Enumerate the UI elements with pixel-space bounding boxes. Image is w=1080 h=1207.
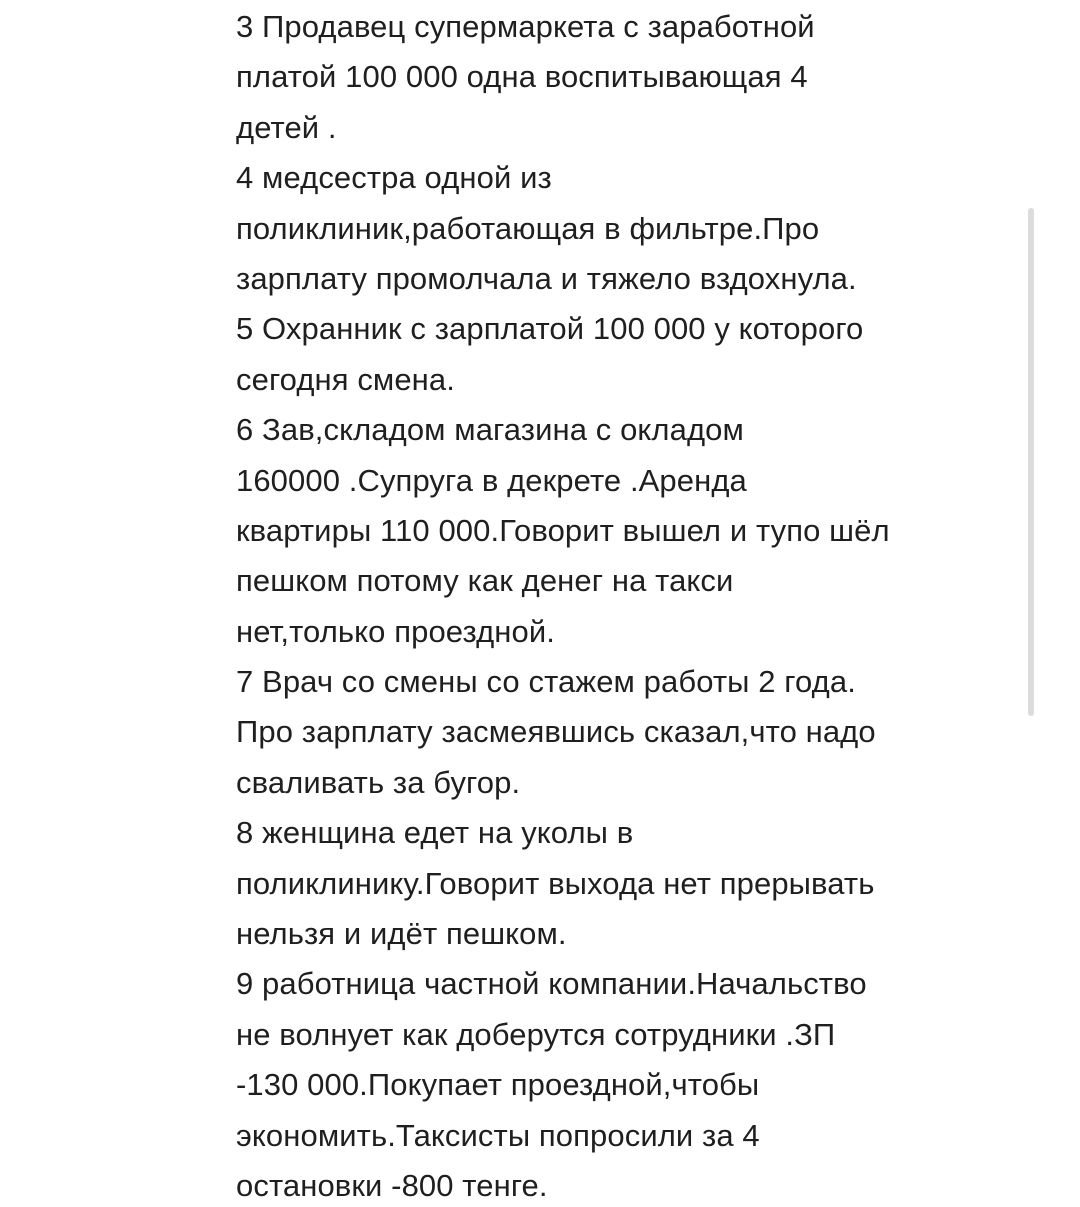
note-line: детей . (236, 109, 337, 145)
note-line: 9 работница частной компании.Начальство (236, 966, 867, 1002)
note-line: пешком потому как денег на такси (236, 563, 734, 599)
vertical-scrollbar[interactable] (1027, 208, 1035, 716)
note-line: 4 медсестра одной из (236, 160, 552, 196)
note-line: поликлиник,работающая в фильтре.Про (236, 210, 820, 246)
note-line: нет,только проездной. (236, 613, 555, 649)
note-line: 6 Зав,складом магазина с окладом (236, 412, 744, 448)
note-line: экономить.Таксисты попросили за 4 (236, 1117, 760, 1153)
note-line: платой 100 000 одна воспитывающая 4 (236, 59, 808, 95)
note-line: сегодня смена. (236, 361, 455, 397)
note-line: 5 Охранник с зарплатой 100 000 у которого (236, 311, 864, 347)
note-line: остановки -800 тенге. (236, 1167, 548, 1203)
note-line: квартиры 110 000.Говорит вышел и тупо шёл (236, 512, 890, 548)
note-line: поликлинику.Говорит выхода нет прерывать (236, 865, 875, 901)
note-line: нельзя и идёт пешком. (236, 916, 567, 952)
note-line: не волнует как доберутся сотрудники .ЗП (236, 1016, 836, 1052)
note-line: 8 женщина едет на уколы в (236, 815, 634, 851)
note-line: зарплату промолчала и тяжело вздохнула. (236, 260, 857, 296)
note-line: 3 Продавец супермаркета с заработной (236, 9, 815, 44)
note-line: -130 000.Покупает проездной,чтобы (236, 1067, 760, 1103)
note-line: сваливать за бугор. (236, 764, 521, 800)
scrollbar-thumb[interactable] (1028, 208, 1034, 716)
note-line: 7 Врач со смены со стажем работы 2 года. (236, 664, 856, 700)
note-text (236, 0, 1026, 1207)
note-line: Про зарплату засмеявшись сказал,что надо (236, 714, 876, 750)
note-line: 160000 .Супруга в декрете .Аренда (236, 462, 747, 498)
